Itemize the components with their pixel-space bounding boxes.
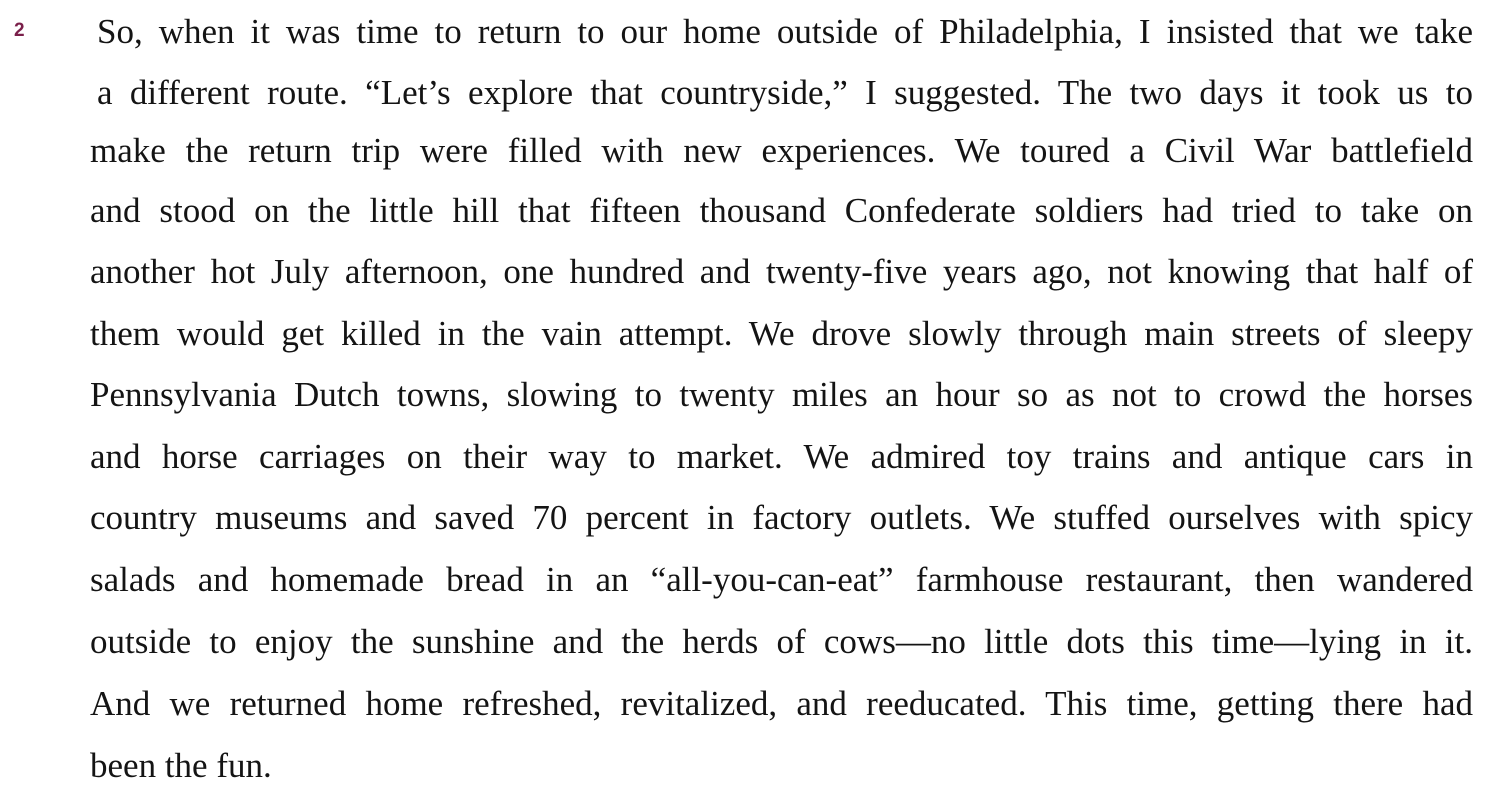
text-line: So, when it was time to return to our home outside of Philadelphia, I insisted that we take xyxy=(97,12,1473,51)
text-line: salads and homemade bread in an “all-you-can-eat” farmhouse restaurant, then wandered xyxy=(90,560,1473,599)
text-line: country museums and saved 70 percent in factory outlets. We stuffed ourselves with spicy xyxy=(90,498,1473,537)
text-line: outside to enjoy the sunshine and the herds of cows—no little dots this time—lying in it. xyxy=(90,622,1473,661)
text-line: and stood on the little hill that fifteen thousand Confederate soldiers had tried to take on xyxy=(90,191,1473,230)
text-line: been the fun. xyxy=(90,746,272,785)
text-line: And we returned home refreshed, revitalized, and reeducated. This time, getting there had xyxy=(90,684,1473,723)
text-line: a different route. “Let’s explore that countryside,” I suggested. The two days it took us to xyxy=(97,73,1473,112)
text-line: Pennsylvania Dutch towns, slowing to twenty miles an hour so as not to crowd the horses xyxy=(90,375,1473,414)
text-line: and horse carriages on their way to market. We admired toy trains and antique cars in xyxy=(90,437,1473,476)
paragraph-number: 2 xyxy=(14,20,25,41)
text-line: them would get killed in the vain attempt. We drove slowly through main streets of sleepy xyxy=(90,314,1473,353)
text-line: make the return trip were filled with new experiences. We toured a Civil War battlefield xyxy=(90,131,1473,170)
text-line: another hot July afternoon, one hundred and twenty-five years ago, not knowing that half of xyxy=(90,252,1473,291)
